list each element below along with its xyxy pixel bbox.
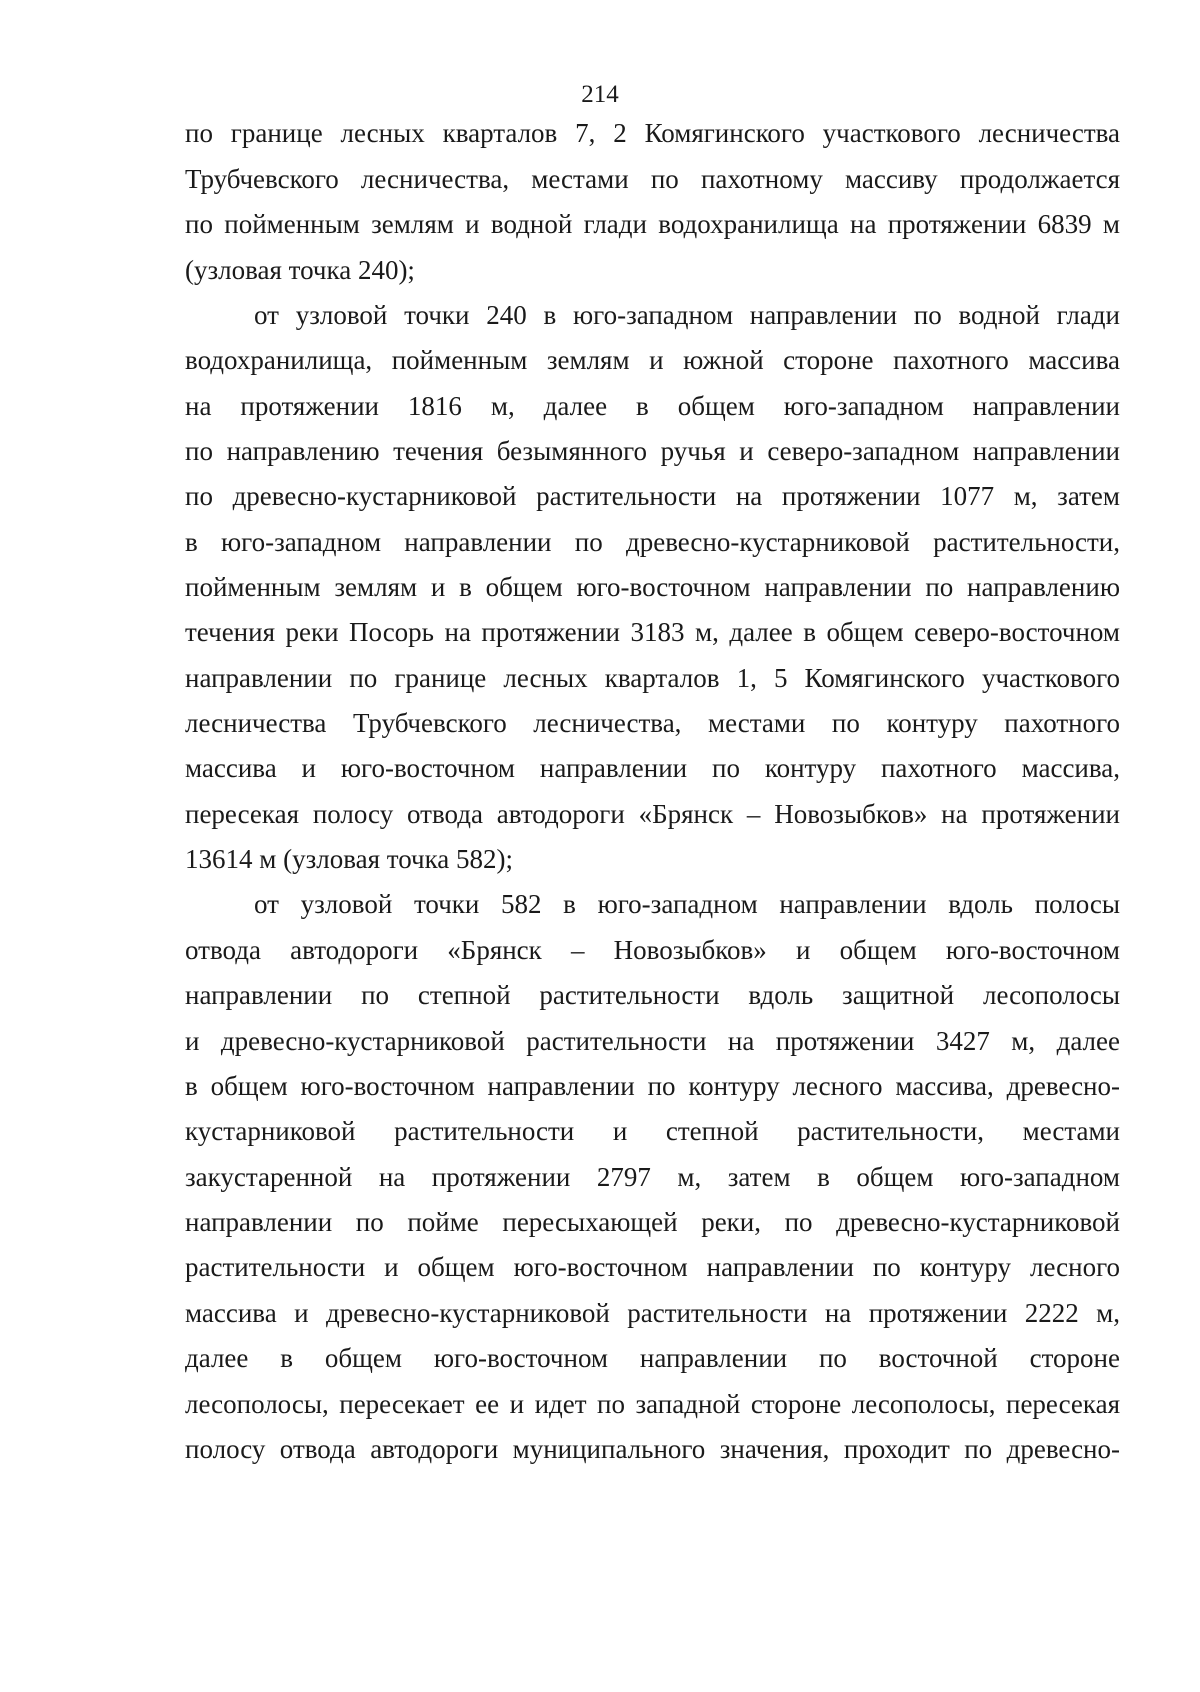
text-line: полосу отвода автодороги муниципального значения, проходит по древесно-: [185, 1434, 1120, 1464]
text-line: закустаренной на протяжении 2797 м, затем в общем юго-западном: [185, 1162, 1120, 1192]
text-line: пересекая полосу отвода автодороги «Брянск – Новозыбков» на протяжении: [185, 799, 1120, 829]
text-line: по границе лесных кварталов 7, 2 Комягинского участкового лесничества: [185, 118, 1120, 148]
text-line: 13614 м (узловая точка 582);: [185, 844, 514, 874]
text-line: в юго-западном направлении по древесно-кустарниковой растительности,: [185, 527, 1120, 557]
text-line: по направлению течения безымянного ручья и северо-западном направлении: [185, 436, 1120, 466]
text-line: лесополосы, пересекает ее и идет по западной стороне лесополосы, пересекая: [185, 1389, 1120, 1419]
text-line: растительности и общем юго-восточном направлении по контуру лесного: [185, 1252, 1120, 1282]
text-line: далее в общем юго-восточном направлении по восточной стороне: [185, 1343, 1120, 1373]
text-line: кустарниковой растительности и степной растительности, местами: [185, 1116, 1120, 1146]
text-line: течения реки Посорь на протяжении 3183 м, далее в общем северо-восточном: [185, 617, 1120, 647]
text-line: по древесно-кустарниковой растительности на протяжении 1077 м, затем: [185, 481, 1120, 511]
paragraph-first-line: от узловой точки 240 в юго-западном направлении по водной глади: [254, 300, 1120, 330]
text-line: по пойменным землям и водной глади водохранилища на протяжении 6839 м: [185, 209, 1120, 239]
text-line: Трубчевского лесничества, местами по пахотному массиву продолжается: [185, 164, 1120, 194]
text-line: отвода автодороги «Брянск – Новозыбков» и общем юго-восточном: [185, 935, 1120, 965]
text-line: пойменным землям и в общем юго-восточном направлении по направлению: [185, 572, 1120, 602]
text-line: (узловая точка 240);: [185, 255, 415, 285]
text-line: направлении по пойме пересыхающей реки, по древесно-кустарниковой: [185, 1207, 1120, 1237]
text-line: направлении по степной растительности вдоль защитной лесополосы: [185, 980, 1120, 1010]
text-line: массива и древесно-кустарниковой растительности на протяжении 2222 м,: [185, 1298, 1120, 1328]
text-line: направлении по границе лесных кварталов 1, 5 Комягинского участкового: [185, 663, 1120, 693]
text-line: лесничества Трубчевского лесничества, местами по контуру пахотного: [185, 708, 1120, 738]
text-line: и древесно-кустарниковой растительности на протяжении 3427 м, далее: [185, 1026, 1120, 1056]
page-number: 214: [581, 81, 619, 108]
text-line: в общем юго-восточном направлении по контуру лесного массива, древесно-: [185, 1071, 1120, 1101]
paragraph-first-line: от узловой точки 582 в юго-западном направлении вдоль полосы: [254, 889, 1120, 919]
text-line: на протяжении 1816 м, далее в общем юго-западном направлении: [185, 391, 1120, 421]
text-line: массива и юго-восточном направлении по контуру пахотного массива,: [185, 753, 1120, 783]
text-line: водохранилища, пойменным землям и южной стороне пахотного массива: [185, 345, 1120, 375]
